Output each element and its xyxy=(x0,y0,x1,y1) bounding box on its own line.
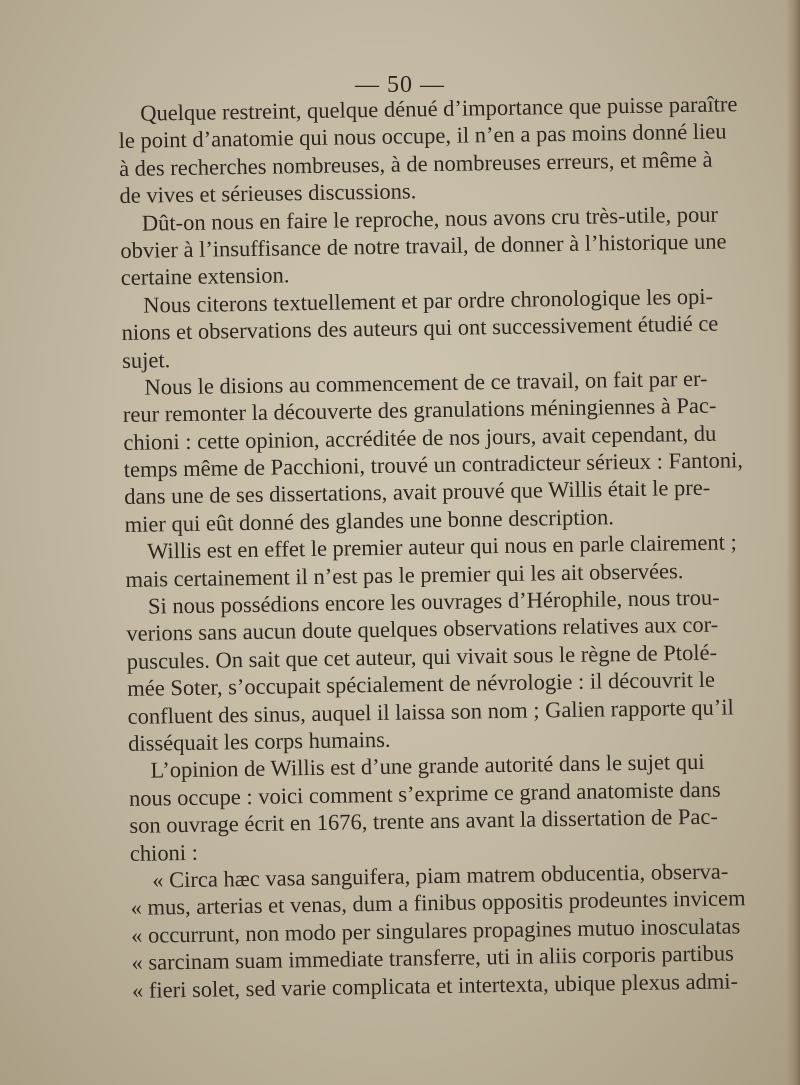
text-line: nous occupe : voici comment s’exprime ce grand anatomiste dans xyxy=(128,776,721,811)
text-line: Willis est en effet le premier auteur qui nous en parle clairement ; xyxy=(146,529,737,564)
text-line: Nous le disions au commencement de ce travail, on fait par er- xyxy=(144,365,708,400)
text-line: disséquait les corps humains. xyxy=(127,726,391,756)
text-line: mier qui eût donné des glandes une bonne description. xyxy=(124,504,615,537)
text-line: « Circa hæc vasa sanguifera, piam matrem obducentia, observa- xyxy=(152,858,729,893)
text-line: chioni : cette opinion, accréditée de nos jours, avait cependant, du xyxy=(123,420,717,455)
text-line: « fieri solet, sed varie complicata et intertexta, ubique plexus admi- xyxy=(131,967,739,1003)
page-number: — 50 — xyxy=(355,72,445,98)
text-line: temps même de Pacchioni, trouvé un contradicteur sérieux : Fantoni, xyxy=(123,447,744,483)
text-line: « occurrunt, non modo per singulares propagines mutuo inosculatas xyxy=(130,913,741,948)
text-line: verions sans aucun doute quelques observations relatives aux cor- xyxy=(126,612,719,647)
text-line: obvier à l’insuffisance de notre travail, de donner à l’historique une xyxy=(120,228,727,263)
text-line: Dût-on nous en faire le reproche, nous avons cru très-utile, pour xyxy=(141,201,719,236)
text-line: chioni : xyxy=(129,839,199,866)
body-text xyxy=(118,91,746,1004)
text-line: reur remonter la découverte des granulations méningiennes à Pac- xyxy=(122,392,717,428)
text-line: Quelque restreint, quelque dénué d’importance que puisse paraître xyxy=(140,91,738,126)
text-line: son ouvrage écrit en 1676, trente ans avant la dissertation de Pac- xyxy=(129,803,719,839)
text-line: Si nous possédions encore les ouvrages d’Hérophile, nous trou- xyxy=(147,584,720,619)
text-line: mais certainement il n’est pas le premier qui les ait observées. xyxy=(125,557,684,592)
text-line: certaine extension. xyxy=(120,262,290,291)
text-line: nions et observations des auteurs qui ont successivement étudié ce xyxy=(121,310,719,346)
text-line: Nous citerons textuellement et par ordre chronologique les opi- xyxy=(143,283,714,318)
text-line: sujet. xyxy=(121,346,171,373)
text-line: à des recherches nombreuses, à de nombreuses erreurs, et même à xyxy=(118,146,713,181)
text-line: le point d’anatomie qui nous occupe, il n’en a pas moins donné lieu xyxy=(118,118,727,154)
text-line: puscules. On sait que cet auteur, qui vivait sous le règne de Ptolé- xyxy=(126,639,718,674)
text-line: « mus, arterias et venas, dum a finibus oppositis prodeuntes invicem xyxy=(130,885,746,921)
text-line: de vives et sérieuses discussions. xyxy=(119,178,417,209)
page-edge-shadow xyxy=(786,0,800,1085)
text-line: confluent des sinus, auquel il laissa son nom ; Galien rapporte qu’il xyxy=(127,693,734,729)
text-line: mée Soter, s’occupait spécialement de névrologie : il découvrit le xyxy=(127,666,716,702)
text-line: dans une de ses dissertations, avait prouvé que Willis était le pre- xyxy=(124,475,711,510)
text-line: L’opinion de Willis est d’une grande autorité dans le sujet qui xyxy=(150,749,705,783)
text-line: « sarcinam suam immediate transferre, uti in aliis corporis partibus xyxy=(131,940,734,976)
